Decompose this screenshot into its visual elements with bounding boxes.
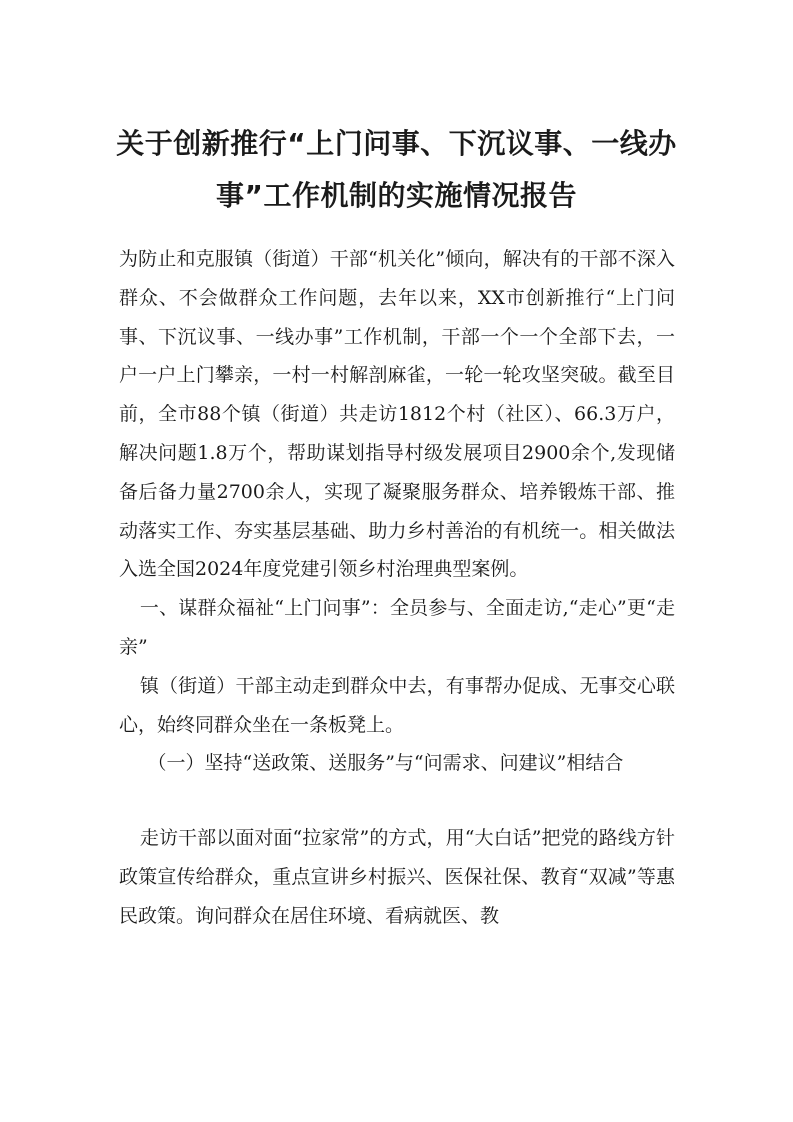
document-body <box>119 240 675 936</box>
section-paragraph: 镇（街道）干部主动走到群众中去，有事帮办促成、无事交心联心，始终同群众坐在一条板凳上。 <box>119 674 675 736</box>
subsection-paragraph: 走访干部以面对面“拉家常”的方式，用“大白话”把党的路线方针政策宣传给群众，重点宣讲乡村振兴、医保社保、教育“双减”等惠民政策。询问群众在居住环境、看病就医、教 <box>119 827 675 927</box>
section-heading: 一、谋群众福祉“上门问事”：全员参与、全面走访,“走心”更“走亲” <box>119 597 675 658</box>
subsection-heading: （一）坚持“送政策、送服务”与“问需求、问建议”相结合 <box>147 752 624 775</box>
paragraph-spacer <box>119 783 675 819</box>
intro-paragraph: 为防止和克服镇（街道）干部“机关化”倾向，解决有的干部不深入群众、不会做群众工作问题，去年以来，XX市创新推行“上门问事、下沉议事、一线办事”工作机制，干部一个一个全部下去，一户一户上门攀亲，一村一村解剖麻雀，一轮一轮攻坚突破。截至目前，全市88个镇（街道）共走访1812个村（社区）、66.3万户，解决问题1.8万个，帮助谋划指导村级发展项目2900余个,发现储备后备力量2700余人，实现了凝聚服务群众、培养锻炼干部、推动落实工作、夯实基层基础、助力乡村善治的有机统一。相关做法入选全国2024年度党建引领乡村治理典型案例。 <box>119 248 675 581</box>
document-title: 关于创新推行“上门问事、下沉议事、一线办事”工作机制的实施情况报告 <box>116 127 677 212</box>
